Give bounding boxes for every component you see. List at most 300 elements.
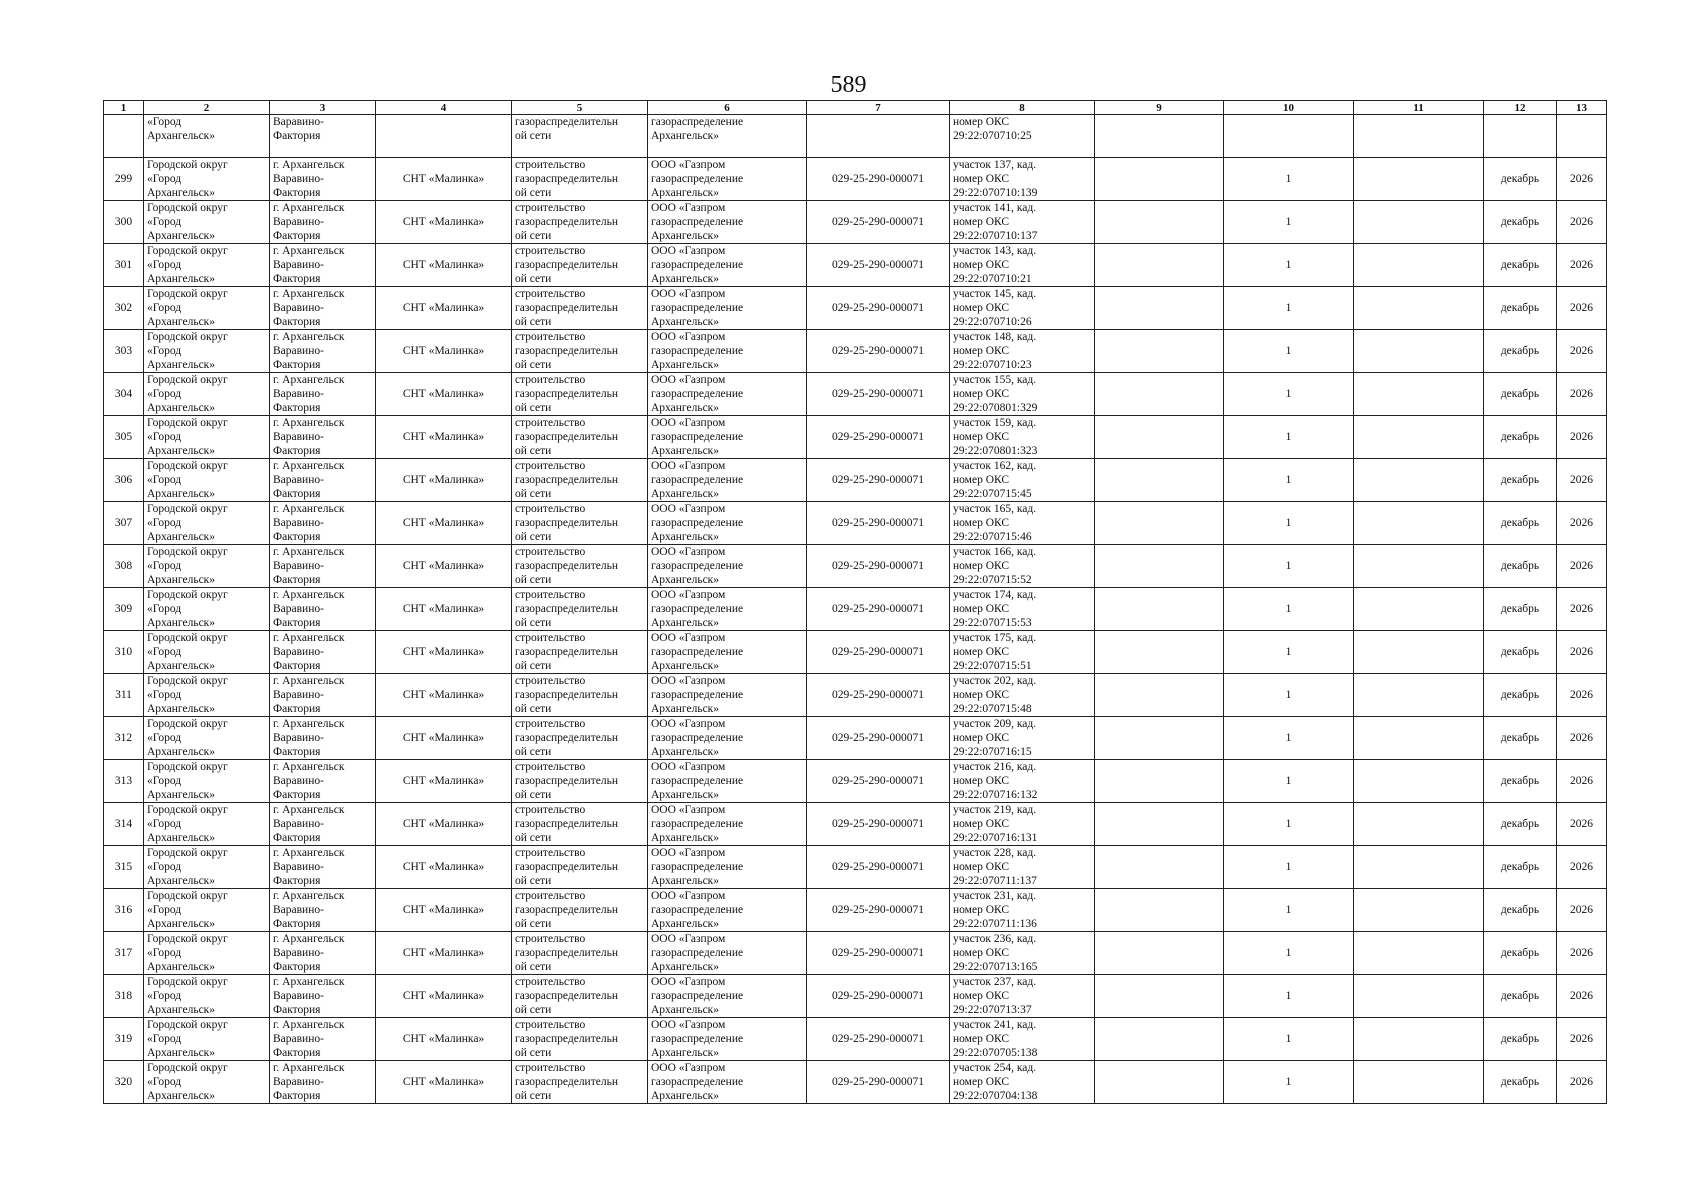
quantity-cell: 1: [1224, 588, 1354, 631]
code-cell: 029-25-290-000071: [807, 932, 950, 975]
quantity-cell: 1: [1224, 932, 1354, 975]
quantity-cell: 1: [1224, 545, 1354, 588]
municipality-cell: Городской округ «Город Архангельск»: [144, 717, 270, 760]
organization-cell: ООО «Газпром газораспределение Архангельск»: [648, 932, 807, 975]
work-type-cell: строительство газораспределительн ой сети: [512, 502, 648, 545]
locality-cell: г. Архангельск Варавино- Фактория: [270, 803, 376, 846]
column-11-cell: [1354, 1061, 1484, 1104]
object-cell: участок 145, кад. номер ОКС 29:22:070710:26: [950, 287, 1095, 330]
object-cell: участок 231, кад. номер ОКС 29:22:070711:136: [950, 889, 1095, 932]
code-cell: 029-25-290-000071: [807, 803, 950, 846]
row-number-cell: 316: [104, 889, 144, 932]
municipality-cell: Городской округ «Город Архангельск»: [144, 1018, 270, 1061]
object-cell: участок 166, кад. номер ОКС 29:22:070715:52: [950, 545, 1095, 588]
column-9-cell: [1095, 373, 1224, 416]
organization-cell: ООО «Газпром газораспределение Архангельск»: [648, 889, 807, 932]
quantity-cell: 1: [1224, 846, 1354, 889]
work-type-cell: строительство газораспределительн ой сети: [512, 717, 648, 760]
column-9-cell: [1095, 588, 1224, 631]
column-11-cell: [1354, 674, 1484, 717]
table-row: [104, 846, 1607, 889]
locality-cell: г. Архангельск Варавино- Фактория: [270, 889, 376, 932]
row-number-cell: 320: [104, 1061, 144, 1104]
object-cell: участок 162, кад. номер ОКС 29:22:070715:45: [950, 459, 1095, 502]
snt-cell: СНТ «Малинка»: [376, 1061, 512, 1104]
column-11-cell: [1354, 889, 1484, 932]
year-cell: 2026: [1557, 545, 1607, 588]
work-type-cell: строительство газораспределительн ой сети: [512, 158, 648, 201]
quantity-cell: 1: [1224, 803, 1354, 846]
work-type-cell: строительство газораспределительн ой сети: [512, 545, 648, 588]
work-type-cell: строительство газораспределительн ой сети: [512, 201, 648, 244]
column-11-cell: [1354, 416, 1484, 459]
column-header-3: 3: [270, 101, 376, 115]
code-cell: 029-25-290-000071: [807, 975, 950, 1018]
work-type-cell: строительство газораспределительн ой сети: [512, 889, 648, 932]
month-cell: декабрь: [1484, 674, 1557, 717]
column-11-cell: [1354, 459, 1484, 502]
column-11-cell: [1354, 588, 1484, 631]
work-type-cell: строительство газораспределительн ой сети: [512, 674, 648, 717]
locality-cell: г. Архангельск Варавино- Фактория: [270, 459, 376, 502]
column-9-cell: [1095, 803, 1224, 846]
municipality-cell: Городской округ «Город Архангельск»: [144, 502, 270, 545]
snt-cell: СНТ «Малинка»: [376, 975, 512, 1018]
table-row: [104, 631, 1607, 674]
column-9-cell: [1095, 846, 1224, 889]
row-number-cell: 319: [104, 1018, 144, 1061]
month-cell: декабрь: [1484, 330, 1557, 373]
code-cell: 029-25-290-000071: [807, 201, 950, 244]
code-cell: 029-25-290-000071: [807, 502, 950, 545]
year-cell: 2026: [1557, 330, 1607, 373]
code-cell: 029-25-290-000071: [807, 889, 950, 932]
year-cell: 2026: [1557, 846, 1607, 889]
locality-cell: г. Архангельск Варавино- Фактория: [270, 373, 376, 416]
month-cell: декабрь: [1484, 803, 1557, 846]
column-header-10: 10: [1224, 101, 1354, 115]
organization-cell: ООО «Газпром газораспределение Архангельск»: [648, 502, 807, 545]
column-9-cell: [1095, 760, 1224, 803]
column-9-cell: [1095, 674, 1224, 717]
snt-cell: СНТ «Малинка»: [376, 416, 512, 459]
work-type-cell: строительство газораспределительн ой сети: [512, 416, 648, 459]
object-cell: участок 175, кад. номер ОКС 29:22:070715:51: [950, 631, 1095, 674]
object-cell: участок 148, кад. номер ОКС 29:22:070710:23: [950, 330, 1095, 373]
object-cell: участок 141, кад. номер ОКС 29:22:070710:137: [950, 201, 1095, 244]
municipality-cell: Городской округ «Город Архангельск»: [144, 1061, 270, 1104]
column-11-cell: [1354, 244, 1484, 287]
locality-cell: г. Архангельск Варавино- Фактория: [270, 631, 376, 674]
organization-cell: ООО «Газпром газораспределение Архангельск»: [648, 244, 807, 287]
organization-cell: ООО «Газпром газораспределение Архангельск»: [648, 717, 807, 760]
locality-cell: г. Архангельск Варавино- Фактория: [270, 1061, 376, 1104]
municipality-cell: Городской округ «Город Архангельск»: [144, 459, 270, 502]
locality-cell: г. Архангельск Варавино- Фактория: [270, 932, 376, 975]
month-cell: декабрь: [1484, 287, 1557, 330]
object-cell: участок 228, кад. номер ОКС 29:22:070711:137: [950, 846, 1095, 889]
column-header-11: 11: [1354, 101, 1484, 115]
code-cell: 029-25-290-000071: [807, 631, 950, 674]
work-type-cell: строительство газораспределительн ой сети: [512, 803, 648, 846]
year-cell: 2026: [1557, 717, 1607, 760]
column-9-cell: [1095, 416, 1224, 459]
code-cell: 029-25-290-000071: [807, 717, 950, 760]
row-number-cell: 308: [104, 545, 144, 588]
year-cell: 2026: [1557, 631, 1607, 674]
row-number-cell: [104, 115, 144, 158]
column-11-cell: [1354, 803, 1484, 846]
quantity-cell: 1: [1224, 287, 1354, 330]
snt-cell: СНТ «Малинка»: [376, 631, 512, 674]
row-number-cell: 306: [104, 459, 144, 502]
table-row: [104, 287, 1607, 330]
quantity-cell: 1: [1224, 1061, 1354, 1104]
quantity-cell: 1: [1224, 760, 1354, 803]
object-cell: участок 137, кад. номер ОКС 29:22:070710:139: [950, 158, 1095, 201]
locality-cell: г. Архангельск Варавино- Фактория: [270, 588, 376, 631]
organization-cell: газораспределение Архангельск»: [648, 115, 807, 158]
year-cell: 2026: [1557, 459, 1607, 502]
month-cell: декабрь: [1484, 932, 1557, 975]
work-type-cell: строительство газораспределительн ой сети: [512, 932, 648, 975]
object-cell: участок 209, кад. номер ОКС 29:22:070716:15: [950, 717, 1095, 760]
table-row: [104, 373, 1607, 416]
organization-cell: ООО «Газпром газораспределение Архангельск»: [648, 416, 807, 459]
year-cell: 2026: [1557, 1061, 1607, 1104]
table-row: [104, 674, 1607, 717]
locality-cell: г. Архангельск Варавино- Фактория: [270, 846, 376, 889]
code-cell: 029-25-290-000071: [807, 330, 950, 373]
organization-cell: ООО «Газпром газораспределение Архангельск»: [648, 201, 807, 244]
page-number: 589: [830, 72, 867, 98]
column-9-cell: [1095, 1018, 1224, 1061]
municipality-cell: Городской округ «Город Архангельск»: [144, 244, 270, 287]
code-cell: 029-25-290-000071: [807, 1018, 950, 1061]
code-cell: 029-25-290-000071: [807, 373, 950, 416]
month-cell: декабрь: [1484, 889, 1557, 932]
column-9-cell: [1095, 115, 1224, 158]
table-row: [104, 889, 1607, 932]
object-cell: участок 241, кад. номер ОКС 29:22:070705:138: [950, 1018, 1095, 1061]
locality-cell: г. Архангельск Варавино- Фактория: [270, 760, 376, 803]
snt-cell: СНТ «Малинка»: [376, 846, 512, 889]
snt-cell: СНТ «Малинка»: [376, 889, 512, 932]
quantity-cell: 1: [1224, 373, 1354, 416]
organization-cell: ООО «Газпром газораспределение Архангельск»: [648, 674, 807, 717]
municipality-cell: Городской округ «Город Архангельск»: [144, 889, 270, 932]
snt-cell: [376, 115, 512, 158]
work-type-cell: строительство газораспределительн ой сети: [512, 975, 648, 1018]
row-number-cell: 305: [104, 416, 144, 459]
column-9-cell: [1095, 545, 1224, 588]
row-number-cell: 304: [104, 373, 144, 416]
month-cell: декабрь: [1484, 975, 1557, 1018]
month-cell: декабрь: [1484, 244, 1557, 287]
municipality-cell: Городской округ «Город Архангельск»: [144, 330, 270, 373]
work-type-cell: строительство газораспределительн ой сети: [512, 244, 648, 287]
code-cell: 029-25-290-000071: [807, 287, 950, 330]
organization-cell: ООО «Газпром газораспределение Архангельск»: [648, 1061, 807, 1104]
snt-cell: СНТ «Малинка»: [376, 717, 512, 760]
object-cell: участок 236, кад. номер ОКС 29:22:070713:165: [950, 932, 1095, 975]
locality-cell: г. Архангельск Варавино- Фактория: [270, 674, 376, 717]
year-cell: 2026: [1557, 502, 1607, 545]
code-cell: 029-25-290-000071: [807, 459, 950, 502]
row-number-cell: 313: [104, 760, 144, 803]
organization-cell: ООО «Газпром газораспределение Архангельск»: [648, 158, 807, 201]
month-cell: декабрь: [1484, 158, 1557, 201]
locality-cell: г. Архангельск Варавино- Фактория: [270, 502, 376, 545]
municipality-cell: Городской округ «Город Архангельск»: [144, 932, 270, 975]
table-row: [104, 760, 1607, 803]
snt-cell: СНТ «Малинка»: [376, 932, 512, 975]
row-number-cell: 314: [104, 803, 144, 846]
month-cell: декабрь: [1484, 717, 1557, 760]
column-header-8: 8: [950, 101, 1095, 115]
column-11-cell: [1354, 502, 1484, 545]
object-cell: участок 219, кад. номер ОКС 29:22:070716:131: [950, 803, 1095, 846]
column-header-5: 5: [512, 101, 648, 115]
column-9-cell: [1095, 201, 1224, 244]
column-9-cell: [1095, 158, 1224, 201]
column-11-cell: [1354, 201, 1484, 244]
row-number-cell: 299: [104, 158, 144, 201]
year-cell: 2026: [1557, 803, 1607, 846]
quantity-cell: 1: [1224, 674, 1354, 717]
column-11-cell: [1354, 975, 1484, 1018]
month-cell: декабрь: [1484, 416, 1557, 459]
object-cell: участок 216, кад. номер ОКС 29:22:070716:132: [950, 760, 1095, 803]
table-row: [104, 1018, 1607, 1061]
year-cell: 2026: [1557, 889, 1607, 932]
quantity-cell: 1: [1224, 889, 1354, 932]
code-cell: [807, 115, 950, 158]
table-row: [104, 416, 1607, 459]
column-header-9: 9: [1095, 101, 1224, 115]
column-11-cell: [1354, 1018, 1484, 1061]
work-type-cell: строительство газораспределительн ой сети: [512, 330, 648, 373]
month-cell: декабрь: [1484, 1018, 1557, 1061]
row-number-cell: 301: [104, 244, 144, 287]
organization-cell: ООО «Газпром газораспределение Архангельск»: [648, 631, 807, 674]
municipality-cell: Городской округ «Город Архангельск»: [144, 545, 270, 588]
snt-cell: СНТ «Малинка»: [376, 158, 512, 201]
column-11-cell: [1354, 631, 1484, 674]
column-9-cell: [1095, 459, 1224, 502]
column-11-cell: [1354, 287, 1484, 330]
month-cell: декабрь: [1484, 545, 1557, 588]
municipality-cell: Городской округ «Город Архангельск»: [144, 201, 270, 244]
municipality-cell: Городской округ «Город Архангельск»: [144, 158, 270, 201]
snt-cell: СНТ «Малинка»: [376, 760, 512, 803]
row-number-cell: 317: [104, 932, 144, 975]
work-type-cell: строительство газораспределительн ой сети: [512, 631, 648, 674]
organization-cell: ООО «Газпром газораспределение Архангельск»: [648, 975, 807, 1018]
month-cell: декабрь: [1484, 631, 1557, 674]
row-number-cell: 311: [104, 674, 144, 717]
object-cell: участок 202, кад. номер ОКС 29:22:070715:48: [950, 674, 1095, 717]
code-cell: 029-25-290-000071: [807, 1061, 950, 1104]
quantity-cell: 1: [1224, 201, 1354, 244]
locality-cell: Варавино- Фактория: [270, 115, 376, 158]
month-cell: декабрь: [1484, 1061, 1557, 1104]
municipality-cell: Городской округ «Город Архангельск»: [144, 803, 270, 846]
table-row: [104, 717, 1607, 760]
table-row: [104, 545, 1607, 588]
object-cell: участок 254, кад. номер ОКС 29:22:070704:138: [950, 1061, 1095, 1104]
snt-cell: СНТ «Малинка»: [376, 674, 512, 717]
organization-cell: ООО «Газпром газораспределение Архангельск»: [648, 287, 807, 330]
locality-cell: г. Архангельск Варавино- Фактория: [270, 1018, 376, 1061]
object-cell: участок 174, кад. номер ОКС 29:22:070715:53: [950, 588, 1095, 631]
code-cell: 029-25-290-000071: [807, 244, 950, 287]
month-cell: [1484, 115, 1557, 158]
snt-cell: СНТ «Малинка»: [376, 459, 512, 502]
column-9-cell: [1095, 975, 1224, 1018]
row-number-cell: 300: [104, 201, 144, 244]
code-cell: 029-25-290-000071: [807, 158, 950, 201]
table-row: [104, 244, 1607, 287]
row-number-cell: 318: [104, 975, 144, 1018]
month-cell: декабрь: [1484, 760, 1557, 803]
municipality-cell: «Город Архангельск»: [144, 115, 270, 158]
year-cell: 2026: [1557, 588, 1607, 631]
quantity-cell: 1: [1224, 416, 1354, 459]
quantity-cell: 1: [1224, 244, 1354, 287]
code-cell: 029-25-290-000071: [807, 416, 950, 459]
snt-cell: СНТ «Малинка»: [376, 373, 512, 416]
table-row: [104, 588, 1607, 631]
column-9-cell: [1095, 717, 1224, 760]
column-header-13: 13: [1557, 101, 1607, 115]
object-cell: участок 155, кад. номер ОКС 29:22:070801:329: [950, 373, 1095, 416]
table-row: [104, 803, 1607, 846]
locality-cell: г. Архангельск Варавино- Фактория: [270, 158, 376, 201]
row-number-cell: 307: [104, 502, 144, 545]
code-cell: 029-25-290-000071: [807, 545, 950, 588]
column-11-cell: [1354, 545, 1484, 588]
column-11-cell: [1354, 932, 1484, 975]
column-9-cell: [1095, 631, 1224, 674]
organization-cell: ООО «Газпром газораспределение Архангельск»: [648, 846, 807, 889]
column-11-cell: [1354, 115, 1484, 158]
locality-cell: г. Архангельск Варавино- Фактория: [270, 201, 376, 244]
municipality-cell: Городской округ «Город Архангельск»: [144, 287, 270, 330]
snt-cell: СНТ «Малинка»: [376, 545, 512, 588]
locality-cell: г. Архангельск Варавино- Фактория: [270, 545, 376, 588]
year-cell: 2026: [1557, 287, 1607, 330]
year-cell: 2026: [1557, 975, 1607, 1018]
locality-cell: г. Архангельск Варавино- Фактория: [270, 287, 376, 330]
column-header-12: 12: [1484, 101, 1557, 115]
year-cell: 2026: [1557, 201, 1607, 244]
column-11-cell: [1354, 760, 1484, 803]
data-table: [103, 100, 1607, 1104]
snt-cell: СНТ «Малинка»: [376, 803, 512, 846]
object-cell: участок 143, кад. номер ОКС 29:22:070710:21: [950, 244, 1095, 287]
organization-cell: ООО «Газпром газораспределение Архангельск»: [648, 459, 807, 502]
column-11-cell: [1354, 373, 1484, 416]
work-type-cell: строительство газораспределительн ой сети: [512, 846, 648, 889]
snt-cell: СНТ «Малинка»: [376, 244, 512, 287]
quantity-cell: [1224, 115, 1354, 158]
locality-cell: г. Архангельск Варавино- Фактория: [270, 975, 376, 1018]
column-header-7: 7: [807, 101, 950, 115]
organization-cell: ООО «Газпром газораспределение Архангельск»: [648, 330, 807, 373]
column-header-2: 2: [144, 101, 270, 115]
snt-cell: СНТ «Малинка»: [376, 588, 512, 631]
quantity-cell: 1: [1224, 459, 1354, 502]
object-cell: участок 237, кад. номер ОКС 29:22:070713:37: [950, 975, 1095, 1018]
month-cell: декабрь: [1484, 846, 1557, 889]
column-9-cell: [1095, 1061, 1224, 1104]
organization-cell: ООО «Газпром газораспределение Архангельск»: [648, 545, 807, 588]
code-cell: 029-25-290-000071: [807, 588, 950, 631]
year-cell: 2026: [1557, 244, 1607, 287]
snt-cell: СНТ «Малинка»: [376, 287, 512, 330]
column-11-cell: [1354, 717, 1484, 760]
month-cell: декабрь: [1484, 588, 1557, 631]
column-9-cell: [1095, 287, 1224, 330]
snt-cell: СНТ «Малинка»: [376, 201, 512, 244]
year-cell: 2026: [1557, 674, 1607, 717]
object-cell: участок 159, кад. номер ОКС 29:22:070801:323: [950, 416, 1095, 459]
row-number-cell: 309: [104, 588, 144, 631]
quantity-cell: 1: [1224, 330, 1354, 373]
table-row: [104, 975, 1607, 1018]
object-cell: участок 165, кад. номер ОКС 29:22:070715:46: [950, 502, 1095, 545]
organization-cell: ООО «Газпром газораспределение Архангельск»: [648, 803, 807, 846]
year-cell: [1557, 115, 1607, 158]
month-cell: декабрь: [1484, 502, 1557, 545]
quantity-cell: 1: [1224, 502, 1354, 545]
work-type-cell: строительство газораспределительн ой сети: [512, 1018, 648, 1061]
row-number-cell: 303: [104, 330, 144, 373]
municipality-cell: Городской округ «Город Архангельск»: [144, 846, 270, 889]
row-number-cell: 312: [104, 717, 144, 760]
table-row: [104, 1061, 1607, 1104]
table-row: [104, 201, 1607, 244]
snt-cell: СНТ «Малинка»: [376, 1018, 512, 1061]
year-cell: 2026: [1557, 1018, 1607, 1061]
code-cell: 029-25-290-000071: [807, 760, 950, 803]
municipality-cell: Городской округ «Город Архангельск»: [144, 373, 270, 416]
snt-cell: СНТ «Малинка»: [376, 330, 512, 373]
municipality-cell: Городской округ «Город Архангельск»: [144, 588, 270, 631]
work-type-cell: газораспределительн ой сети: [512, 115, 648, 158]
locality-cell: г. Архангельск Варавино- Фактория: [270, 416, 376, 459]
column-9-cell: [1095, 889, 1224, 932]
column-9-cell: [1095, 502, 1224, 545]
organization-cell: ООО «Газпром газораспределение Архангельск»: [648, 760, 807, 803]
code-cell: 029-25-290-000071: [807, 674, 950, 717]
month-cell: декабрь: [1484, 373, 1557, 416]
municipality-cell: Городской округ «Город Архангельск»: [144, 975, 270, 1018]
month-cell: декабрь: [1484, 459, 1557, 502]
year-cell: 2026: [1557, 416, 1607, 459]
table-row: [104, 158, 1607, 201]
header-row: [104, 101, 1607, 115]
row-number-cell: 302: [104, 287, 144, 330]
table-row: [104, 502, 1607, 545]
locality-cell: г. Архангельск Варавино- Фактория: [270, 244, 376, 287]
row-number-cell: 315: [104, 846, 144, 889]
quantity-cell: 1: [1224, 717, 1354, 760]
column-9-cell: [1095, 244, 1224, 287]
table-row: [104, 459, 1607, 502]
row-number-cell: 310: [104, 631, 144, 674]
